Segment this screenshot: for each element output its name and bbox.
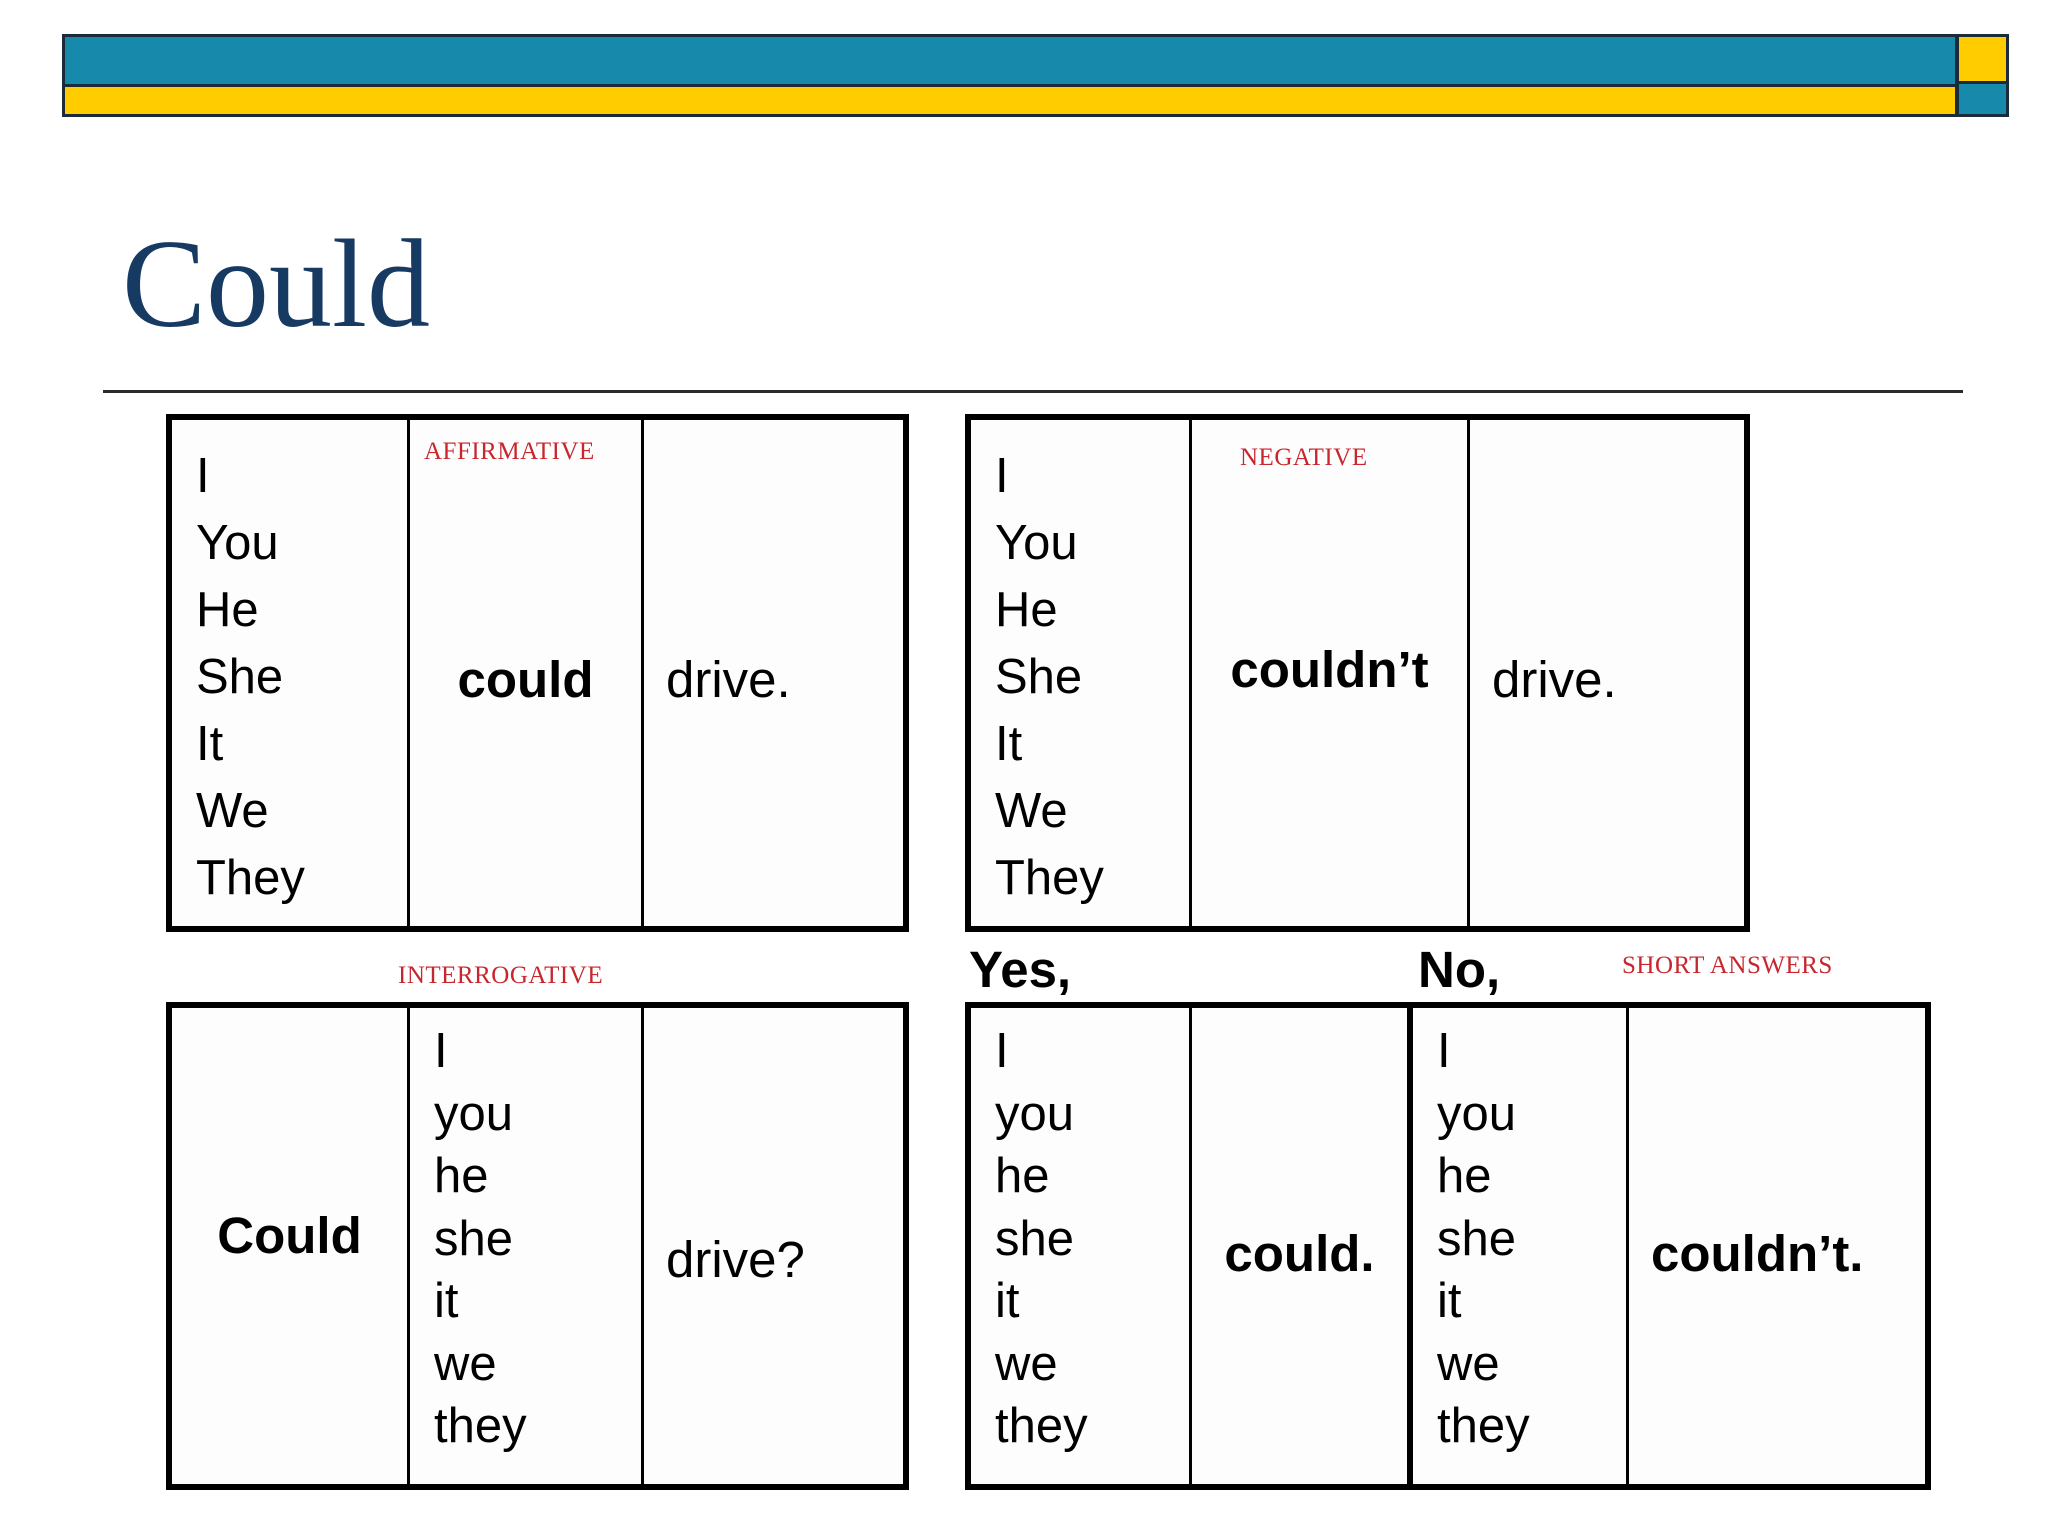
short-answers-table [965, 1002, 1931, 1490]
pronoun: they [995, 1399, 1088, 1453]
pronoun: We [196, 784, 269, 838]
pronoun: It [196, 717, 224, 771]
header-bar-yellow [62, 84, 1958, 117]
affirmative-verb-cell [644, 420, 903, 926]
negative-label: NEGATIVE [1240, 444, 1368, 471]
pronoun: he [995, 1149, 1050, 1203]
pronoun: She [196, 650, 284, 704]
interrogative-pronoun-list [434, 1020, 527, 1458]
pronoun: I [1437, 1024, 1451, 1078]
yes-modal: could. [1224, 1225, 1375, 1282]
affirmative-label: AFFIRMATIVE [424, 438, 595, 465]
negative-pronoun-cell [971, 420, 1192, 926]
pronoun: you [434, 1086, 514, 1141]
pronoun: we [995, 1336, 1058, 1391]
slide-title: Could [122, 215, 431, 354]
header-square-teal [1956, 84, 2009, 117]
negative-modal-cell [1192, 420, 1470, 926]
pronoun: she [995, 1211, 1075, 1266]
pronoun: They [995, 851, 1104, 905]
interrogative-verb: drive? [666, 1231, 805, 1288]
pronoun: it [434, 1274, 459, 1328]
negative-verb-cell [1470, 420, 1744, 926]
pronoun: we [434, 1336, 497, 1391]
negative-pronoun-list [995, 443, 1104, 912]
pronoun: you [1437, 1086, 1517, 1141]
affirmative-table [166, 414, 909, 932]
short-answers-label: SHORT ANSWERS [1622, 952, 1833, 979]
interrogative-label: INTERROGATIVE [398, 962, 604, 989]
pronoun: They [196, 851, 305, 905]
no-modal-cell [1629, 1008, 1925, 1484]
negative-table [965, 414, 1750, 932]
pronoun: it [1437, 1274, 1462, 1328]
pronoun: it [995, 1274, 1020, 1328]
pronoun: She [995, 650, 1083, 704]
negative-modal: couldn’t [1230, 641, 1429, 698]
pronoun: He [995, 583, 1058, 637]
pronoun: he [1437, 1149, 1492, 1203]
pronoun: they [1437, 1399, 1530, 1453]
pronoun: you [995, 1086, 1075, 1141]
interrogative-verb-cell [644, 1008, 903, 1484]
no-pronoun-cell [1413, 1008, 1629, 1484]
pronoun: We [995, 784, 1068, 838]
pronoun: It [995, 717, 1023, 771]
affirmative-modal: could [457, 651, 594, 708]
header-square-yellow [1956, 34, 2009, 84]
affirmative-modal-cell [410, 420, 644, 926]
pronoun: she [1437, 1211, 1517, 1266]
interrogative-pronoun-cell [410, 1008, 644, 1484]
pronoun: I [196, 449, 210, 503]
header-bar-teal [62, 34, 1958, 84]
interrogative-modal-cell [172, 1008, 410, 1484]
interrogative-table [166, 1002, 909, 1490]
pronoun: they [434, 1399, 527, 1453]
pronoun: You [196, 516, 279, 570]
pronoun: he [434, 1149, 489, 1203]
no-pronoun-list [1437, 1020, 1530, 1458]
affirmative-pronoun-list [196, 443, 305, 912]
yes-label: Yes, [969, 941, 1072, 998]
pronoun: she [434, 1211, 514, 1266]
interrogative-modal: Could [217, 1207, 362, 1264]
no-label: No, [1418, 941, 1501, 998]
yes-pronoun-cell [971, 1008, 1192, 1484]
yes-modal-cell [1192, 1008, 1413, 1484]
no-modal: couldn’t. [1651, 1225, 1864, 1282]
yes-pronoun-list [995, 1020, 1088, 1458]
pronoun: You [995, 516, 1078, 570]
pronoun: I [995, 449, 1009, 503]
pronoun: He [196, 583, 259, 637]
pronoun: I [434, 1024, 448, 1078]
title-divider [103, 390, 1963, 393]
affirmative-pronoun-cell [172, 420, 410, 926]
negative-verb: drive. [1492, 651, 1617, 708]
pronoun: we [1437, 1336, 1500, 1391]
pronoun: I [995, 1024, 1009, 1078]
affirmative-verb: drive. [666, 651, 791, 708]
